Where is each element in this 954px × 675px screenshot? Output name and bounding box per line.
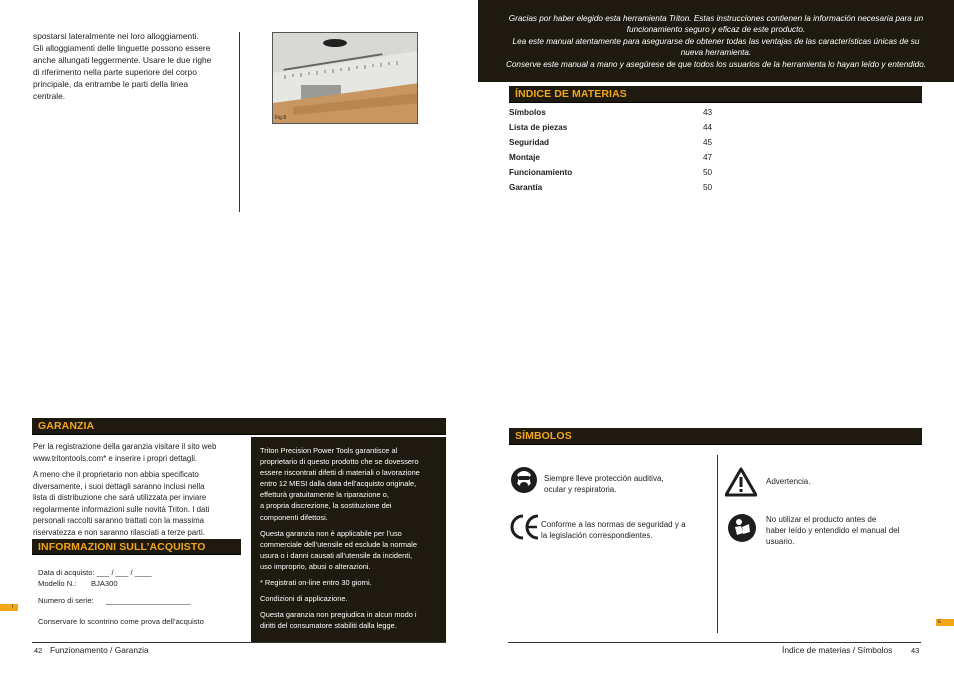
toc-row[interactable]: Seguridad 45 bbox=[509, 138, 713, 147]
protection-gear-icon bbox=[510, 466, 538, 494]
symbols-divider bbox=[717, 455, 718, 633]
right-page-number: 43 bbox=[911, 646, 920, 655]
data-acquisto-field[interactable]: Data di acquisto: ___ / ___ / ____ bbox=[38, 568, 152, 577]
intro-banner: Gracias por haber elegido esta herramienta Triton. Estas instrucciones contienen la información necesaria para un funcionamiento seguro y eficaz de este producto. Lea este manual atentamente para asegurarse de obtener todas las ventajas de las características únicas de su nueva herramienta. Conserve este manual a mano y asegúrese de que todos los usuarios de la herramienta lo hayan leído y entendido. bbox=[478, 0, 954, 82]
acquisto-form bbox=[38, 567, 243, 627]
modello-label: Modello N.: bbox=[38, 579, 77, 589]
toc-row[interactable]: Montaje 47 bbox=[509, 153, 713, 162]
right-footer-line bbox=[508, 642, 921, 643]
toc-row[interactable]: Lista de piezas 44 bbox=[509, 123, 713, 132]
language-tab-italian: I bbox=[0, 604, 18, 611]
ce-text: Conforme a las normas de seguridad y a la legislación correspondientes. bbox=[541, 520, 686, 541]
language-tab-spanish: E bbox=[936, 619, 954, 626]
warning-icon bbox=[725, 467, 757, 497]
acquisto-header: INFORMAZIONI SULL’ACQUISTO bbox=[32, 539, 241, 555]
right-footer-title: Índice de materias / Símbolos bbox=[782, 645, 893, 655]
simbolos-header: SÍMBOLOS bbox=[509, 428, 922, 445]
figure-8-photo bbox=[272, 32, 418, 124]
acquisto-footer: Conservare lo scontrino come prova dell’acquisto bbox=[38, 617, 204, 627]
ruler-illustration bbox=[273, 33, 418, 124]
column-divider bbox=[239, 32, 240, 212]
garanzia-header: GARANZIA bbox=[32, 418, 446, 435]
fig-label: Fig.8 bbox=[275, 115, 287, 121]
warning-text: Advertencia. bbox=[766, 477, 811, 486]
indice-header: ÍNDICE DE MATERIAS bbox=[509, 86, 922, 103]
serie-label: Numero di serie: bbox=[38, 596, 94, 606]
manual-text: No utilizar el producto antes de haber leído y entendido el manual del usuario. bbox=[766, 515, 900, 547]
toc-row[interactable]: Funcionamiento 50 bbox=[509, 168, 713, 177]
toc-row[interactable]: Garantía 50 bbox=[509, 183, 713, 192]
protection-text: Siempre lleve protección auditiva, ocular y respiratoria. bbox=[544, 474, 664, 495]
toc-row[interactable]: Símbolos 43 bbox=[509, 108, 713, 117]
warranty-box: Triton Precision Power Tools garantisce al proprietario di questo prodotto che se dovessero essere riscontrati difetti di materiali o lavorazione entro 12 MESI dalla data dell’acquisto originale, effetturà gratuitamente la riparazione o, a propria discrezione, la sostituzione dei componenti difettosi. Questa garanzia non è applicabile per l’uso commerciale dell’utensile ed esclude la normale usura o i danni causati all’utensile da incidenti, uso improprio, abusi o alterazioni. * Registrati on-line entro 30 giorni. Condizioni di applicazione. Questa garanzia non pregiudica in alcun modo i diritti del consumatore stabiliti dalla legge. bbox=[251, 437, 446, 642]
serie-field[interactable]: ____________________ bbox=[106, 596, 191, 606]
read-manual-icon bbox=[727, 513, 757, 543]
ce-mark-icon bbox=[510, 514, 540, 540]
left-footer-title: Funzionamento / Garanzia bbox=[50, 645, 149, 655]
modello-value[interactable]: BJA300 bbox=[91, 579, 118, 589]
left-intro-text: spostarsi lateralmente nei loro alloggiamenti. Gli alloggiamenti delle linguette possono essere anche allungati leggermente. Usare le due righe di riferimento nella parte superiore del corpo principale, da entrambe le parti della linea centrale. bbox=[33, 31, 212, 101]
garanzia-text: Per la registrazione della garanzia visitare il sito web www.tritontools.com* e inserire i propri dettagli. A meno che il proprietario non abbia specificato diversamente, i suoi dettagli saranno inclusi nella lista di distribuzione che sarà utilizzata per inviare regolarmente informazioni sulle novità Triton. I dati personali raccolti saranno trattati con la massima riservatezza e non saranno rilasciati a terze parti. bbox=[33, 442, 217, 537]
left-footer-line bbox=[32, 642, 446, 643]
left-page-number: 42 bbox=[34, 646, 43, 655]
